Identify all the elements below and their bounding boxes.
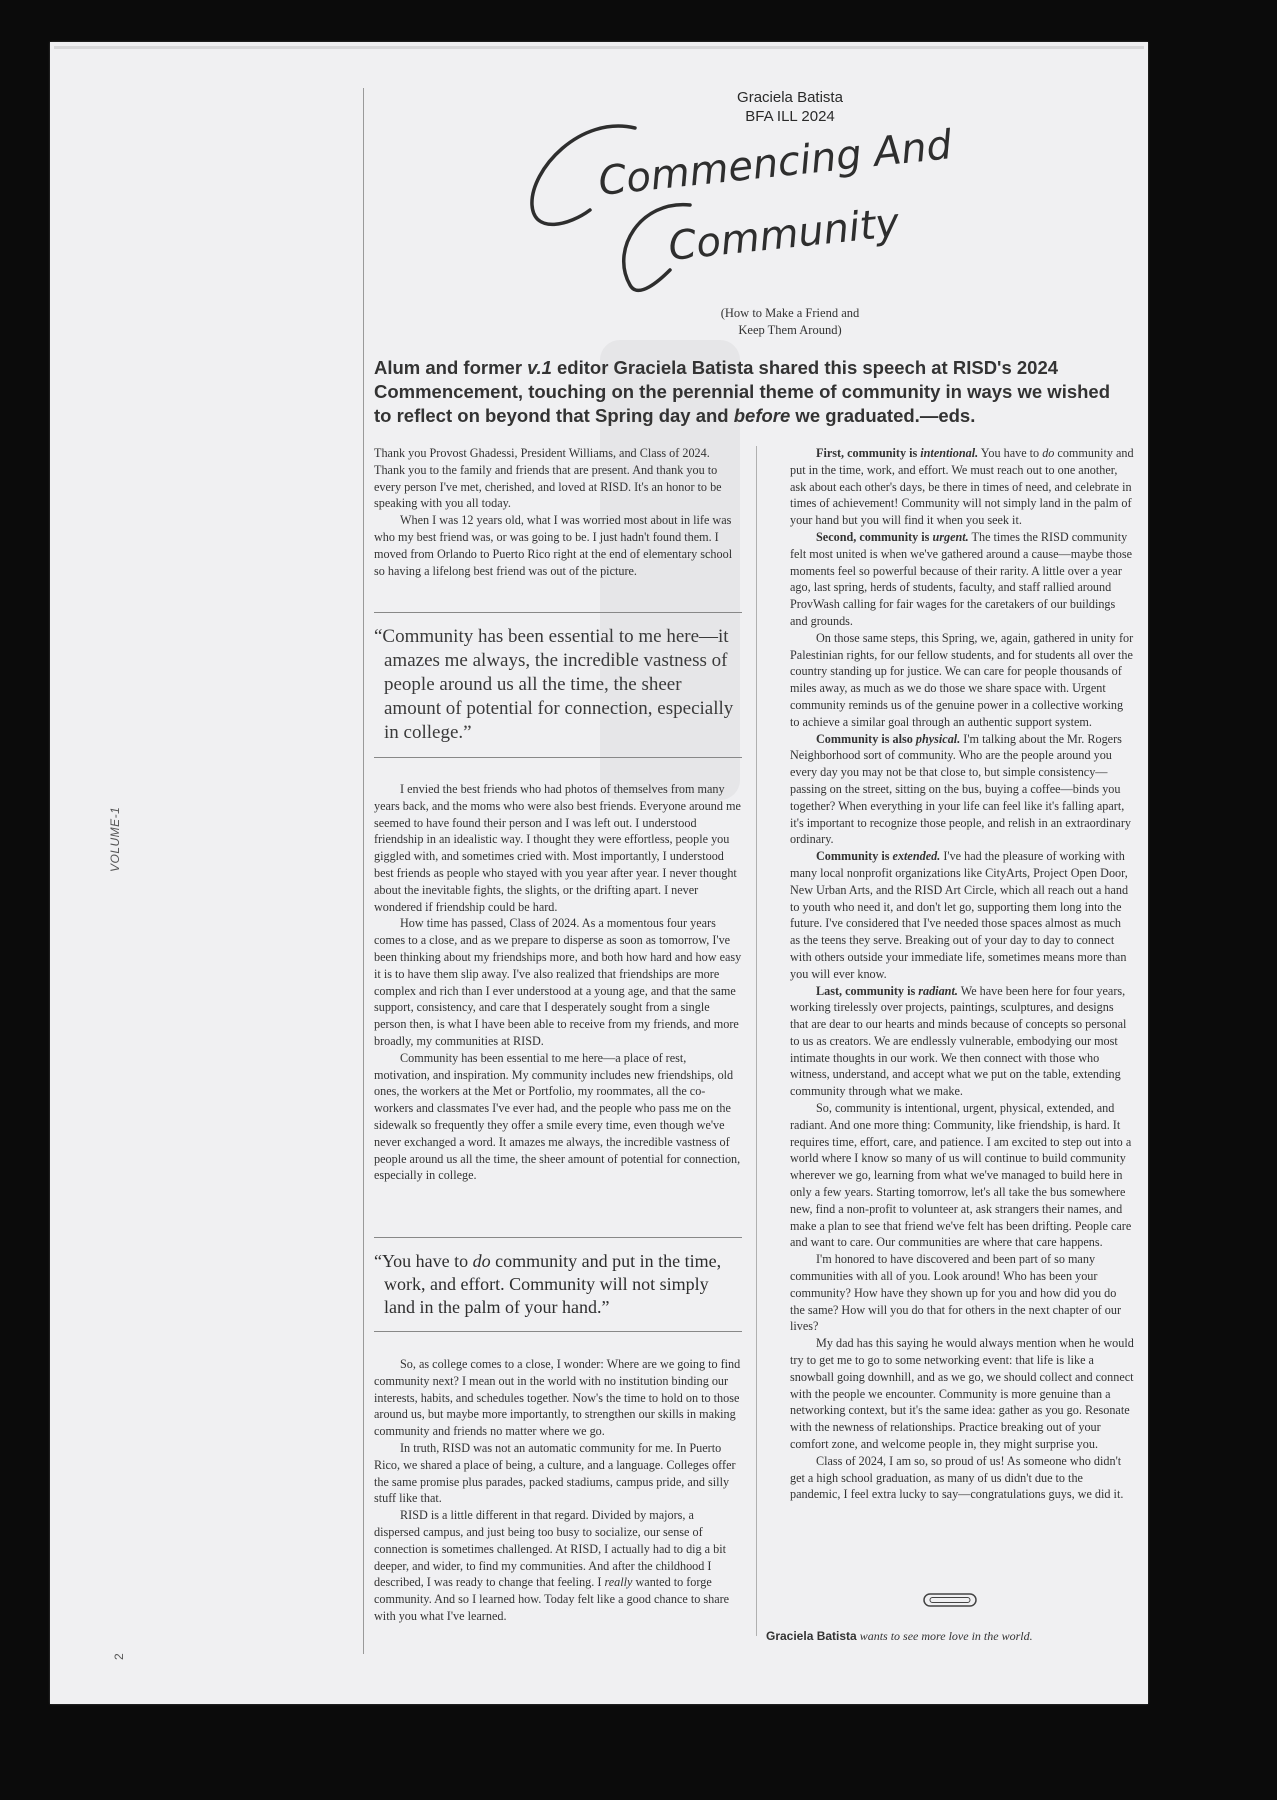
paragraph: Thank you Provost Ghadessi, President Williams, and Class of 2024. Thank you to the family and friends that are present. And thank you to every person I've met, cherished, and loved at RISD. It's an honor to be speaking with you all today.	[374, 446, 722, 511]
title-line-1: Commencing And	[596, 122, 955, 205]
paragraph: How time has passed, Class of 2024. As a momentous four years comes to a close, and as we prepare to disperse as soon as tomorrow, I've been thinking about my friendships more, and both how hard and how easy it is to have them slip away. I've also realized that friendships are more complex and rich than I ever understood at a young age, and that the same support, consistency, and care that I desperately sought from a single person then, is what I have been able to receive from my friends, and more broadly, my communities at RISD.	[374, 916, 742, 1048]
pull-quote-emphasis: do	[472, 1251, 491, 1271]
deck-emphasis: before	[733, 405, 791, 426]
paragraph: RISD is a little different in that regard. Divided by majors, a dispersed campus, and just being too busy to socialize, our sense of connection is sometimes challenged. At RISD, I actually had to dig a bit deeper, and wider, to find my communities. And after the childhood I described, I was ready to change that feeling. I really wanted to forge community. And so I learned how. Today felt like a good chance to share with you what I've learned.	[374, 1508, 730, 1623]
paragraph: Second, community is urgent. The times the RISD community felt most united is when we've gathered around a cause—maybe those moments feel so powerful because of their rarity. A little over a year ago, last spring, herds of students, faculty, and staff rallied around ProvWash calling for fair wages for the caretakers of our buildings and grounds.	[790, 529, 1132, 628]
end-mark-icon	[922, 1591, 978, 1609]
pull-quote-1	[374, 612, 742, 758]
paragraph: In truth, RISD was not an automatic community for me. In Puerto Rico, we shared a place of being, a culture, and a language. Colleges offer the same promise plus parades, packed stadiums, campus pride, and silly stuff like that.	[374, 1440, 736, 1506]
paragraph: Class of 2024, I am so, so proud of us! As someone who didn't get a high school graduation, as many of us didn't due to the pandemic, I feel extra lucky to say—congratulations guys, we did it.	[790, 1453, 1124, 1502]
bio-name: Graciela Batista	[766, 1629, 857, 1643]
deck-emphasis: v.1	[527, 357, 552, 378]
left-column-intro	[374, 445, 742, 579]
pull-quote-text: “You have to do community and put in the time, work, and effort. Community will not simply land in the palm of your hand.”	[374, 1251, 722, 1317]
right-column	[790, 445, 1134, 1503]
paragraph: Community is also physical. I'm talking about the Mr. Rogers Neighborhood sort of community. Who are the people around you every day you may not be that close to, but simple consistency—passing on the street, sitting on the bus, buying a coffee—binds you together? When everything in your life can feel like it's falling apart, it's important to recognize those people, and relish in an extraordinary ordinary.	[790, 731, 1131, 847]
author-bio	[766, 1629, 1126, 1644]
paragraph: My dad has this saying he would always mention when he would try to get me to go to some networking event: that life is like a snowball going downhill, and as we go, we should collect and connect with the people we encounter. Community is more genuine than a networking context, but it's the same idea: gather as you go. Resonate with the newness of relationships. Practice breaking out of your comfort zone, and welcome people in, they might surprise you.	[790, 1336, 1134, 1452]
left-column-body	[374, 781, 742, 1184]
paragraph: First, community is intentional. You have to do community and put in the time, work, and effort. We must reach out to one another, ask about each other's days, be there in times of need, and celebrate in times of achievement! Community will not simply land in the palm of your hand but you will find it when you seek it.	[790, 446, 1134, 528]
paragraph: Community has been essential to me here—a place of rest, motivation, and inspiration. My community includes new friendships, old ones, the workers at the Met or Portfolio, my roommates, all the co-workers and classmates I've ever had, and the people who pass me on the sidewalk so frequently they offer a smile every time, even though we've never exchanged a word. It amazes me always, the incredible vastness of people around us all the time, the sheer amount of potential for connection, especially in college.	[374, 1050, 741, 1183]
paragraph: So, as college comes to a close, I wonder: Where are we going to find community next? I mean out in the world with no institution binding our interests, habits, and schedules together. Now's the time to hold on to those around us, but maybe more importantly, to strengthen our skills in making community and friends no matter where we go.	[374, 1357, 741, 1439]
paragraph: On those same steps, this Spring, we, again, gathered in unity for Palestinian rights, for our fellow students, and for students all over the country standing up for justice. We can care for people thousands of miles away, as much as we do those we share space with. Urgent community reminds us of the genuine power in a collective working to achieve a similar goal through an authentic support system.	[790, 630, 1134, 729]
left-column-closing	[374, 1356, 742, 1625]
article-subtitle	[640, 305, 940, 339]
handwritten-title	[520, 110, 1000, 310]
volume-label: VOLUME-1	[108, 806, 122, 872]
pull-quote-text: “Community has been essential to me here—it amazes me always, the incredible vastness of people around us all the time, the sheer amount of potential for connection, especially in college.”	[374, 626, 734, 743]
paragraph: I'm honored to have discovered and been part of so many communities with all of you. Look around! Who has been your community? How have they shown up for you and how did you do the same? How will you do that for others in the next chapter of our lives?	[790, 1252, 1122, 1334]
deck-text: editor Graciela Batista shared this speech at RISD's 2024 Commencement, touching on the perennial theme of community in ways we wished to reflect on beyond that Spring day and	[374, 357, 1111, 426]
margin-rule	[363, 88, 364, 1654]
author-program: BFA ILL 2024	[745, 108, 835, 125]
deck-text: we graduated.—eds.	[790, 405, 976, 426]
deck-text: Alum and former	[374, 357, 528, 378]
paragraph: Last, community is radiant. We have been here for four years, working tirelessly over projects, paintings, sculptures, and designs that are dear to our hearts and minds because of concepts so personal to us as creators. We are endlessly vulnerable, embodying our most intimate thoughts in our work. We then connect with those who witness, understand, and accept what we put on the table, extending community through what we make.	[790, 983, 1127, 1099]
column-divider	[756, 446, 757, 1636]
paragraph: So, community is intentional, urgent, physical, extended, and radiant. And one more thing: Community, like friendship, is hard. It requires time, effort, care, and patience. I am excited to step out into a world where I know so many of us will continue to build community wherever we go, learning from what we've managed to build here in only a few years. Starting tomorrow, let's all take the bus somewhere new, find a non-profit to volunteer at, ask strangers their names, and make a plan to see that friend we've felt has been drifting. People care and want to care. Our communities are where that care happens.	[790, 1101, 1132, 1250]
paragraph: I envied the best friends who had photos of themselves from many years back, and the moms who were also best friends. Everyone around me seemed to have found their person and I was left out. I understood friendship in an idealistic way. I thought they were effortless, people you giggled with, and sometimes cried with. Most importantly, I understood best friends as people who stayed with you year after year. I never thought about the inevitable fights, the slights, or the drifting apart. I never wondered if friendship could be hard.	[374, 782, 741, 914]
pull-quote-2	[374, 1237, 742, 1332]
author-name: Graciela Batista	[737, 89, 843, 106]
bio-text: wants to see more love in the world.	[856, 1629, 1033, 1643]
title-line-2: Community	[666, 199, 902, 270]
paragraph: When I was 12 years old, what I was worried most about in life was who my best friend was, or was going to be. I just hadn't found them. I moved from Orlando to Puerto Rico right at the end of elementary school so having a lifelong best friend was out of the picture.	[374, 513, 733, 578]
subtitle-line-1: (How to Make a Friend and	[720, 306, 860, 320]
subtitle-line-2: Keep Them Around)	[738, 323, 842, 337]
page-top-edge	[54, 46, 1144, 49]
paragraph: Community is extended. I've had the pleasure of working with many local nonprofit organizations like CityArts, Project Open Door, New Urban Arts, and the RISD Art Circle, which all reach out a hand to youth who need it, and don't let go, supporting them long into the future. I've considered that I've needed those spaces almost as much as the teens they serve. Breaking out of your day to day to connect with others outside your immediate life, sometimes means more than you will ever know.	[790, 849, 1129, 981]
page-number: 2	[112, 1653, 126, 1660]
editor-deck	[374, 356, 1114, 428]
